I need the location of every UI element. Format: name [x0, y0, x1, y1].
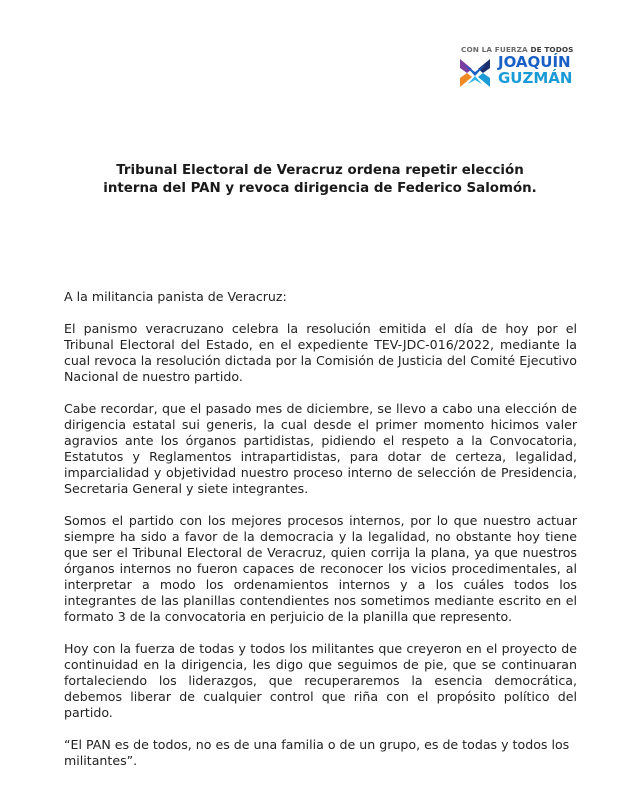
- paragraph: Hoy con la fuerza de todas y todos los militantes que creyeron en el proyecto de continuidad en la dirigencia, les digo que seguimos de pie, que se continuaran fortaleciendo los liderazgos, que recuperaremos la esencia democrática, debemos liberar de cualquier control que riña con el propósito político del partido.: [64, 641, 577, 720]
- logo-name-line-1: JOAQUÍN: [498, 53, 571, 71]
- title-line-2: interna del PAN y revoca dirigencia de Federico Salomón.: [103, 181, 537, 196]
- greeting: A la militancia panista de Veracruz:: [64, 289, 287, 304]
- title-line-1: Tribunal Electoral de Veracruz ordena repetir elección: [116, 163, 524, 178]
- paragraph: Cabe recordar, que el pasado mes de diciembre, se llevo a cabo una elección de dirigencia estatal sui generis, la cual desde el primer momento hicimos valer agravios ante los órganos partidistas, pidiendo el respeto a la Convocatoria, Estatutos y Reglamentos intrapartidistas, para dotar de certeza, legalidad, imparcialidad y objetividad nuestro proceso interno de selección de Presidencia, Secretaria General y siete integrantes.: [64, 401, 577, 496]
- tagline-part-1: CON LA FUERZA: [461, 45, 531, 54]
- campaign-logo: [458, 45, 618, 95]
- closing-quote: “El PAN es de todos, no es de una familia o de un grupo, es de todas y todos los militantes”.: [64, 737, 570, 768]
- tagline-part-2: DE TODOS: [530, 45, 574, 54]
- press-release-body: [64, 289, 577, 785]
- logo-name: [498, 54, 572, 86]
- x-star-logo-icon: [458, 56, 492, 90]
- press-release-title: [60, 162, 580, 198]
- logo-name-line-2: GUZMÁN: [498, 69, 573, 87]
- paragraph: El panismo veracruzano celebra la resolución emitida el día de hoy por el Tribunal Electoral del Estado, en el expediente TEV-JDC-016/2022, mediante la cual revoca la resolución dictada por la Comisión de Justicia del Comité Ejecutivo Nacional de nuestro partido.: [64, 321, 577, 384]
- paragraph: Somos el partido con los mejores procesos internos, por lo que nuestro actuar siempre ha sido a favor de la democracia y la legalidad, no obstante hoy tiene que ser el Tribunal Electoral de Veracruz, quien corrija la plana, ya que nuestros órganos internos no fueron capaces de reconocer los vicios procedimentales, al interpretar a modo los ordenamientos internos y a los cuáles todos los integrantes de las planillas contendientes nos sometimos mediante escrito en el formato 3 de la convocatoria en perjuicio de la planilla que represento.: [64, 513, 577, 624]
